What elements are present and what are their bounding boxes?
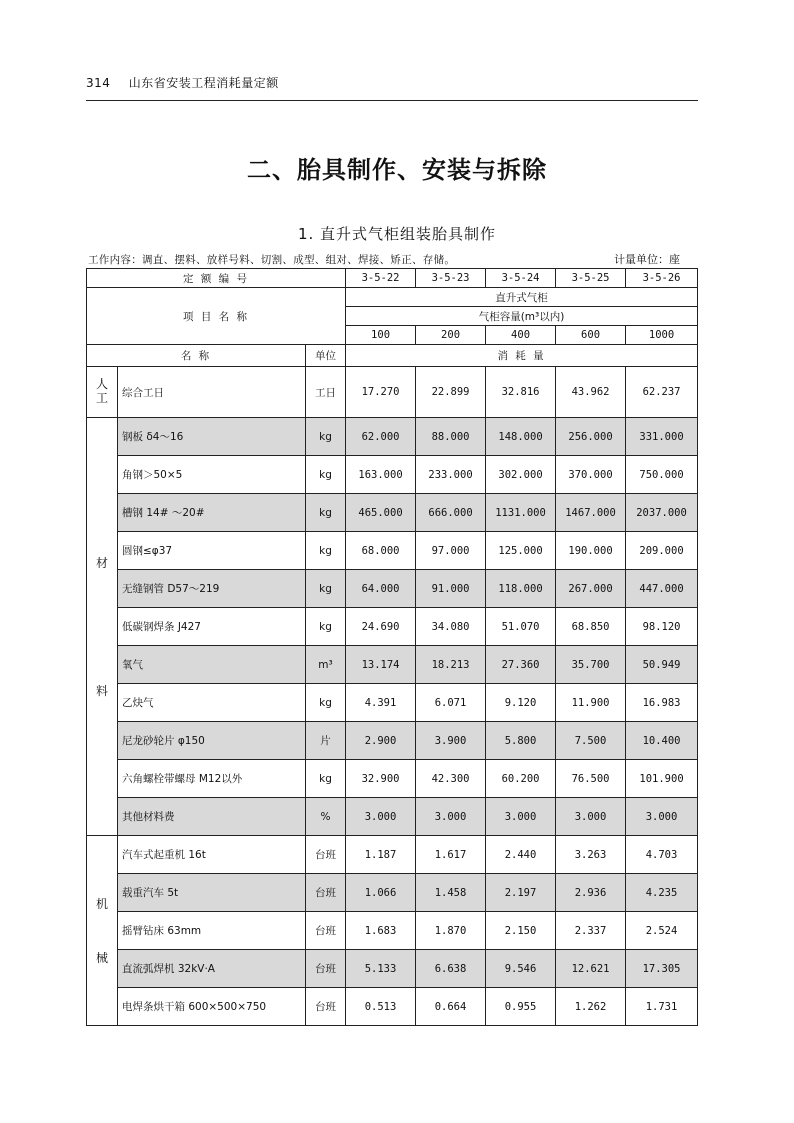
quota-code-label: 定 额 编 号: [87, 269, 346, 288]
consumption-value: 3.900: [416, 722, 486, 760]
resource-unit: 台班: [306, 988, 346, 1026]
consumption-value: 331.000: [626, 418, 698, 456]
name-column-header: 名 称: [87, 345, 306, 367]
resource-name: 其他材料费: [118, 798, 306, 836]
resource-unit: kg: [306, 456, 346, 494]
capacity-label: 气柜容量(m³以内): [346, 307, 698, 326]
consumption-value: 32.900: [346, 760, 416, 798]
resource-name: 钢板 δ4～16: [118, 418, 306, 456]
consumption-value: 42.300: [416, 760, 486, 798]
consumption-value: 51.070: [486, 608, 556, 646]
consumption-value: 43.962: [556, 367, 626, 418]
category-label-bottom: 料: [95, 683, 108, 698]
consumption-value: 4.703: [626, 836, 698, 874]
resource-name: 低碳钢焊条 J427: [118, 608, 306, 646]
category-label: 人工: [95, 377, 108, 405]
header-rule: [86, 100, 698, 101]
consumption-value: 233.000: [416, 456, 486, 494]
consumption-value: 98.120: [626, 608, 698, 646]
consumption-value: 209.000: [626, 532, 698, 570]
consumption-value: 4.391: [346, 684, 416, 722]
consumption-value: 68.000: [346, 532, 416, 570]
consumption-value: 3.000: [346, 798, 416, 836]
consumption-value: 5.800: [486, 722, 556, 760]
resource-name: 无缝钢管 D57～219: [118, 570, 306, 608]
consumption-value: 27.360: [486, 646, 556, 684]
type-label: 直升式气柜: [346, 288, 698, 307]
resource-name: 摇臂钻床 63mm: [118, 912, 306, 950]
consumption-value: 18.213: [416, 646, 486, 684]
consumption-value: 1.870: [416, 912, 486, 950]
resource-unit: 台班: [306, 836, 346, 874]
consumption-value: 370.000: [556, 456, 626, 494]
resource-name: 尼龙砂轮片 φ150: [118, 722, 306, 760]
consumption-value: 1.683: [346, 912, 416, 950]
resource-unit: kg: [306, 684, 346, 722]
consumption-value: 0.955: [486, 988, 556, 1026]
consumption-value: 1.617: [416, 836, 486, 874]
resource-name: 氧气: [118, 646, 306, 684]
unit-column-header: 单位: [306, 345, 346, 367]
capacity-value: 600: [556, 326, 626, 345]
consumption-value: 2.936: [556, 874, 626, 912]
consumption-value: 60.200: [486, 760, 556, 798]
measurement-unit: 计量单位：座: [614, 253, 680, 266]
quota-code: 3-5-22: [346, 269, 416, 288]
consumption-value: 32.816: [486, 367, 556, 418]
consumption-value: 22.899: [416, 367, 486, 418]
section-title: 二、胎具制作、安装与拆除: [247, 156, 547, 184]
category-label-top: 材: [95, 555, 108, 570]
resource-unit: 工日: [306, 367, 346, 418]
consumption-value: 1.066: [346, 874, 416, 912]
consumption-value: 267.000: [556, 570, 626, 608]
category-label-top: 机: [95, 896, 108, 911]
consumption-value: 16.983: [626, 684, 698, 722]
resource-name: 载重汽车 5t: [118, 874, 306, 912]
capacity-value: 400: [486, 326, 556, 345]
consumption-value: 4.235: [626, 874, 698, 912]
item-name-label: 项 目 名 称: [87, 288, 346, 345]
consumption-value: 1131.000: [486, 494, 556, 532]
consumption-value: 5.133: [346, 950, 416, 988]
resource-name: 电焊条烘干箱 600×500×750: [118, 988, 306, 1026]
machinery-category: [87, 836, 118, 1026]
consumption-value: 125.000: [486, 532, 556, 570]
quota-table: [86, 268, 698, 1026]
consumption-value: 3.000: [626, 798, 698, 836]
resource-name: 直流弧焊机 32kV·A: [118, 950, 306, 988]
consumption-header: 消 耗 量: [346, 345, 698, 367]
consumption-value: 1467.000: [556, 494, 626, 532]
consumption-value: 34.080: [416, 608, 486, 646]
resource-unit: kg: [306, 760, 346, 798]
consumption-value: 11.900: [556, 684, 626, 722]
consumption-value: 1.262: [556, 988, 626, 1026]
capacity-value: 1000: [626, 326, 698, 345]
consumption-value: 2.524: [626, 912, 698, 950]
consumption-value: 10.400: [626, 722, 698, 760]
consumption-value: 2.900: [346, 722, 416, 760]
consumption-value: 6.638: [416, 950, 486, 988]
consumption-value: 62.000: [346, 418, 416, 456]
resource-unit: kg: [306, 494, 346, 532]
consumption-value: 118.000: [486, 570, 556, 608]
consumption-value: 7.500: [556, 722, 626, 760]
consumption-value: 3.000: [486, 798, 556, 836]
resource-name: 汽车式起重机 16t: [118, 836, 306, 874]
resource-name: 角钢＞50×5: [118, 456, 306, 494]
running-header: [86, 74, 279, 91]
consumption-value: 2037.000: [626, 494, 698, 532]
consumption-value: 3.263: [556, 836, 626, 874]
consumption-value: 3.000: [556, 798, 626, 836]
consumption-value: 1.731: [626, 988, 698, 1026]
book-title: 山东省安装工程消耗量定额: [128, 76, 279, 90]
capacity-value: 200: [416, 326, 486, 345]
consumption-value: 1.187: [346, 836, 416, 874]
consumption-value: 101.900: [626, 760, 698, 798]
resource-name: 圆钢≤φ37: [118, 532, 306, 570]
resource-unit: kg: [306, 570, 346, 608]
resource-unit: kg: [306, 418, 346, 456]
resource-name: 综合工日: [118, 367, 306, 418]
resource-name: 乙炔气: [118, 684, 306, 722]
consumption-value: 0.664: [416, 988, 486, 1026]
resource-name: 槽钢 14# ～20#: [118, 494, 306, 532]
quota-code: 3-5-23: [416, 269, 486, 288]
consumption-value: 163.000: [346, 456, 416, 494]
consumption-value: 68.850: [556, 608, 626, 646]
consumption-value: 750.000: [626, 456, 698, 494]
resource-unit: m³: [306, 646, 346, 684]
quota-code: 3-5-24: [486, 269, 556, 288]
consumption-value: 0.513: [346, 988, 416, 1026]
resource-unit: %: [306, 798, 346, 836]
consumption-value: 2.440: [486, 836, 556, 874]
resource-unit: kg: [306, 608, 346, 646]
consumption-value: 17.270: [346, 367, 416, 418]
consumption-value: 24.690: [346, 608, 416, 646]
consumption-value: 465.000: [346, 494, 416, 532]
consumption-value: 91.000: [416, 570, 486, 608]
consumption-value: 3.000: [416, 798, 486, 836]
quota-code: 3-5-25: [556, 269, 626, 288]
consumption-value: 2.337: [556, 912, 626, 950]
consumption-value: 190.000: [556, 532, 626, 570]
consumption-value: 148.000: [486, 418, 556, 456]
resource-name: 六角螺栓带螺母 M12以外: [118, 760, 306, 798]
category-label-bottom: 械: [95, 950, 108, 965]
consumption-value: 17.305: [626, 950, 698, 988]
consumption-value: 76.500: [556, 760, 626, 798]
consumption-value: 2.197: [486, 874, 556, 912]
resource-unit: 片: [306, 722, 346, 760]
consumption-value: 2.150: [486, 912, 556, 950]
consumption-value: 35.700: [556, 646, 626, 684]
quota-code: 3-5-26: [626, 269, 698, 288]
consumption-value: 12.621: [556, 950, 626, 988]
consumption-value: 447.000: [626, 570, 698, 608]
page-number: 314: [86, 76, 111, 90]
consumption-value: 97.000: [416, 532, 486, 570]
subsection-title: 1. 直升式气柜组装胎具制作: [297, 225, 497, 243]
consumption-value: 9.120: [486, 684, 556, 722]
materials-category: [87, 418, 118, 836]
capacity-value: 100: [346, 326, 416, 345]
consumption-value: 62.237: [626, 367, 698, 418]
resource-unit: kg: [306, 532, 346, 570]
consumption-value: 88.000: [416, 418, 486, 456]
work-content: 工作内容：调直、摆料、放样号料、切割、成型、组对、焊接、矫正、存储。: [88, 254, 456, 266]
consumption-value: 302.000: [486, 456, 556, 494]
consumption-value: 64.000: [346, 570, 416, 608]
resource-unit: 台班: [306, 950, 346, 988]
consumption-value: 9.546: [486, 950, 556, 988]
consumption-value: 6.071: [416, 684, 486, 722]
resource-unit: 台班: [306, 912, 346, 950]
consumption-value: 50.949: [626, 646, 698, 684]
consumption-value: 1.458: [416, 874, 486, 912]
resource-unit: 台班: [306, 874, 346, 912]
consumption-value: 666.000: [416, 494, 486, 532]
consumption-value: 13.174: [346, 646, 416, 684]
consumption-value: 256.000: [556, 418, 626, 456]
labor-category: [87, 367, 118, 418]
